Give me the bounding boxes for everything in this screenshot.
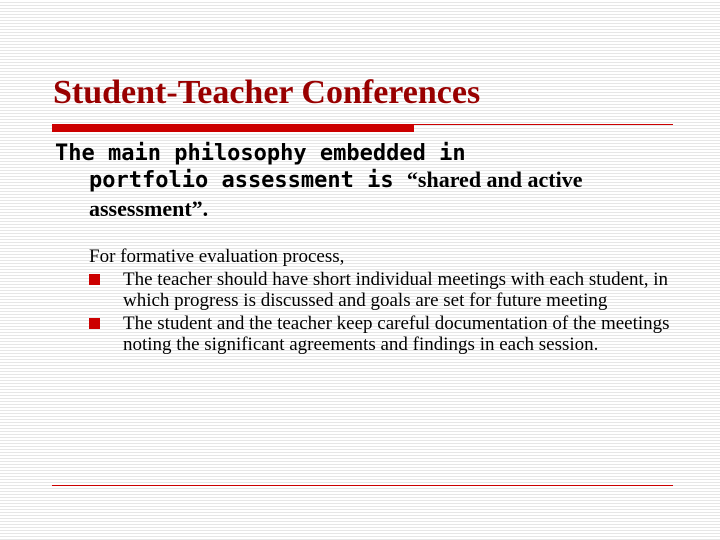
title-underline-thick — [52, 124, 414, 132]
title-underline-thin — [414, 124, 673, 125]
square-bullet-icon — [89, 318, 100, 329]
intro-line-3-text: assessment”. — [89, 196, 209, 221]
intro-statement — [55, 140, 695, 222]
footer-rule — [52, 485, 673, 486]
intro-line-1-text: The main philosophy embedded in — [55, 141, 466, 166]
bullet-text: The teacher should have short individual meetings with each student, in which progress is discussed and goals are set for future meeting — [123, 269, 669, 311]
bullet-text: The student and the teacher keep careful documentation of the meetings noting the significant agreements and findings in each session. — [123, 313, 670, 355]
slide-title: Student-Teacher Conferences — [53, 74, 481, 111]
intro-line-1 — [55, 140, 695, 167]
intro-line-2-quote-text: “shared and active — [406, 167, 583, 192]
intro-line-2 — [55, 167, 695, 194]
lead-text: For formative evaluation process, — [89, 246, 345, 267]
intro-line-2-mono-text: portfolio assessment is — [89, 168, 407, 193]
body-content — [89, 246, 689, 357]
bullet-item — [89, 313, 689, 355]
bullet-item — [89, 269, 689, 311]
intro-line-3 — [55, 196, 695, 222]
square-bullet-icon — [89, 274, 100, 285]
